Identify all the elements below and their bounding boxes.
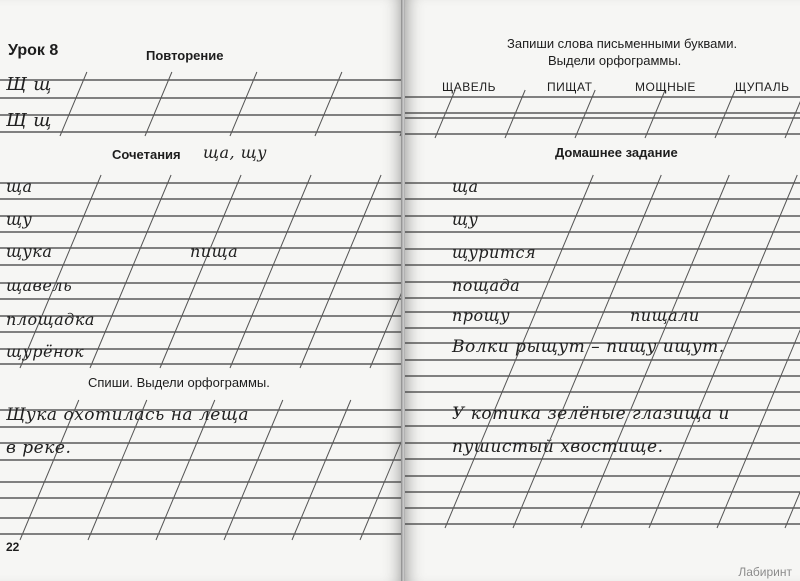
homework-sentence-3: пушистый хвостище. [452,437,664,457]
practice-word-4: щавель [6,276,73,295]
task-instruction-line-1: Запиши слова письменными буквами. [507,36,738,51]
section-title-repeat: Повторение [146,48,224,63]
dictation-word-2: ПИЩАТ [547,80,593,94]
practice-word-1: ща [6,177,33,196]
copy-sentence-1: Щука охотилась на леща [6,405,249,425]
homework-sentence-2: У котика зелёные глазища и [452,404,730,424]
dictation-word-3: МОЩНЫЕ [635,80,696,94]
publisher-watermark: Лабиринт [738,565,792,579]
copy-line-2: Щ щ [6,110,52,131]
copy-task-text: Спиши. Выдели орфограммы. [88,375,270,390]
slant-line [90,175,171,368]
lesson-number: Урок 8 [8,42,59,59]
right-page [405,0,800,581]
practice-word-6: щурёнок [6,342,85,361]
homework-word-1: ща [452,177,479,196]
homework-word-5: прощу [452,306,510,325]
slant-line [785,175,800,528]
copy-line-1: Щ щ [6,74,52,95]
copy-sentence-2: в реке. [6,438,72,458]
slant-line [20,175,101,368]
dictation-word-4: ЩУПАЛЬ [735,80,790,94]
slant-line [60,72,87,136]
slant-line [360,400,402,540]
dictation-word-1: ЩАВЕЛЬ [442,80,497,94]
homework-sentence-1: Волки рыщут – пищу ищут. [452,337,725,357]
combinations-label: Сочетания [112,147,181,162]
slant-line [230,72,257,136]
homework-word-4: пощада [452,276,521,295]
slant-line [230,175,311,368]
practice-word-3-extra: пища [190,242,239,261]
practice-word-3: щука [6,242,53,261]
page-number: 22 [6,540,20,554]
practice-word-2: щу [6,210,33,229]
combinations-value: ща, щу [203,143,268,162]
slant-line [160,175,241,368]
slant-line [370,175,402,368]
practice-word-5: площадка [6,310,95,329]
homework-word-2: щу [452,210,479,229]
slant-line [292,400,351,540]
homework-word-5-extra: пищали [630,306,700,325]
slant-line [145,72,172,136]
slant-line [717,175,800,528]
homework-title: Домашнее задание [555,145,678,160]
task-instruction-line-2: Выдели орфограммы. [548,53,682,68]
homework-word-3: щурится [452,243,537,262]
slant-line [300,175,381,368]
slant-line [315,72,342,136]
